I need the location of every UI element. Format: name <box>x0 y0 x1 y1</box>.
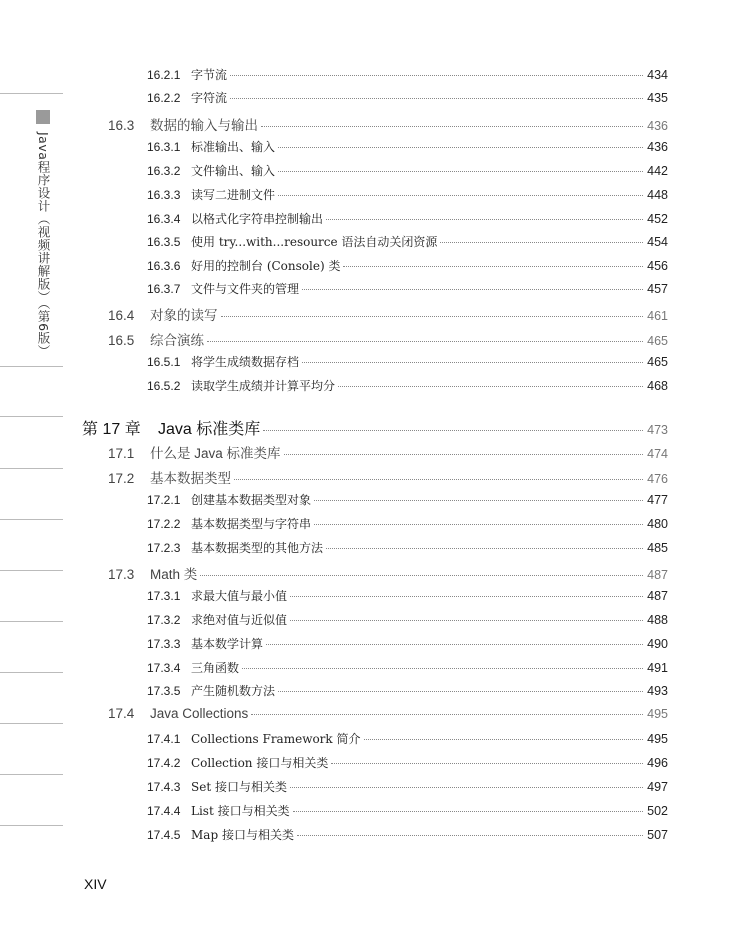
toc-entry-number: 16.3.5 <box>147 235 181 249</box>
toc-entry-title: 好用的控制台 (Console) 类 <box>191 259 341 273</box>
toc-entry-title: 基本数据类型与字符串 <box>191 517 312 531</box>
dot-leader <box>314 524 643 525</box>
toc-entry[interactable] <box>147 210 668 227</box>
toc-entry[interactable] <box>147 89 668 106</box>
margin-rule <box>0 366 63 367</box>
toc-entry-title: 标准输出、输入 <box>191 140 276 154</box>
toc-entry[interactable] <box>147 635 668 652</box>
toc-entry[interactable] <box>147 233 668 250</box>
toc-entry-page: 436 <box>647 119 668 133</box>
dot-leader <box>302 289 643 290</box>
toc-entry-title: Set 接口与相关类 <box>191 780 287 794</box>
toc-entry[interactable] <box>147 138 668 155</box>
toc-entry-number: 17.2 <box>108 471 135 486</box>
dot-leader <box>440 242 643 243</box>
toc-entry[interactable] <box>147 257 668 274</box>
dot-leader <box>278 171 643 172</box>
dot-leader <box>200 575 643 576</box>
toc-entry-title: 将学生成绩数据存档 <box>191 355 300 369</box>
toc-entry-page: 465 <box>647 355 668 369</box>
toc-entry-page: 452 <box>647 212 668 226</box>
toc-entry-number: 16.5 <box>108 333 135 348</box>
dot-leader <box>297 835 643 836</box>
book-title-vertical: Java程序设计（视频讲解版）（第6版） <box>36 132 51 358</box>
toc-entry-title: Map 接口与相关类 <box>191 828 294 842</box>
toc-entry-title: 求最大值与最小值 <box>191 589 288 603</box>
toc-entry-page: 468 <box>647 379 668 393</box>
toc-entry-page: 480 <box>647 517 668 531</box>
toc-entry-number: 17.2.3 <box>147 541 181 555</box>
toc-entry-page: 456 <box>647 259 668 273</box>
toc-entry-title: 字符流 <box>191 91 228 105</box>
toc-entry-number: 16.2.2 <box>147 91 181 105</box>
page-number: XIV <box>84 876 107 892</box>
toc-entry-page: 490 <box>647 637 668 651</box>
dot-leader <box>234 479 643 480</box>
toc-entry[interactable] <box>147 66 668 83</box>
chapter-tab-marker <box>36 110 50 124</box>
toc-entry-number: 16.3 <box>108 118 135 133</box>
toc-entry-page: 473 <box>647 423 668 437</box>
toc-entry-page: 465 <box>647 334 668 348</box>
toc-entry-title: 什么是 Java 标准类库 <box>150 446 281 461</box>
dot-leader <box>230 75 643 76</box>
toc-entry[interactable] <box>108 563 668 583</box>
dot-leader <box>314 500 643 501</box>
toc-entry-number: 16.4 <box>108 308 135 323</box>
toc-entry-page: 474 <box>647 447 668 461</box>
toc-entry-number: 16.3.3 <box>147 188 181 202</box>
toc-entry[interactable] <box>147 539 668 556</box>
margin-rule <box>0 723 63 724</box>
dot-leader <box>302 362 643 363</box>
dot-leader <box>207 341 643 342</box>
dot-leader <box>343 266 643 267</box>
toc-entry-title: Java 标准类库 <box>158 421 261 438</box>
toc-entry-title: Math 类 <box>150 567 198 582</box>
dot-leader <box>284 454 644 455</box>
toc-entry-title: 以格式化字符串控制输出 <box>191 212 324 226</box>
toc-entry-title: 基本数据类型 <box>150 471 231 486</box>
toc-entry-title: 文件与文件夹的管理 <box>191 282 300 296</box>
toc-entry-number: 16.2.1 <box>147 68 181 82</box>
toc-entry-page: 495 <box>647 707 668 721</box>
toc-entry-page: 477 <box>647 493 668 507</box>
toc-entry[interactable] <box>108 442 668 462</box>
toc-entry-number: 16.3.6 <box>147 259 181 273</box>
dot-leader <box>326 219 643 220</box>
dot-leader <box>364 739 644 740</box>
dot-leader <box>278 195 643 196</box>
toc-entry-page: 476 <box>647 472 668 486</box>
toc-entry-title: 数据的输入与输出 <box>150 118 258 133</box>
margin-rule <box>0 570 63 571</box>
toc-entry-number: 17.2.1 <box>147 493 181 507</box>
dot-leader <box>293 811 644 812</box>
toc-entry-title: 文件输出、输入 <box>191 164 276 178</box>
toc-entry-title: 基本数据类型的其他方法 <box>191 541 324 555</box>
toc-entry-page: 491 <box>647 661 668 675</box>
toc-entry-title: Collection 接口与相关类 <box>191 756 329 770</box>
toc-entry-title: 读取学生成绩并计算平均分 <box>191 379 336 393</box>
dot-leader <box>326 548 643 549</box>
dot-leader <box>242 668 643 669</box>
toc-entry-title: 使用 try...with...resource 语法自动关闭资源 <box>191 235 438 249</box>
toc-entry-title: Collections Framework 简介 <box>191 732 361 746</box>
dot-leader <box>290 596 643 597</box>
toc-entry-page: 454 <box>647 235 668 249</box>
toc-entry[interactable] <box>147 754 668 771</box>
toc-entry-number: 17.3.2 <box>147 613 181 627</box>
dot-leader <box>263 430 643 431</box>
toc-entry-title: 三角函数 <box>191 661 240 675</box>
toc-entry-number: 17.4.2 <box>147 756 181 770</box>
toc-entry-number: 17.3.1 <box>147 589 181 603</box>
toc-entry-page: 496 <box>647 756 668 770</box>
toc-entry-page: 502 <box>647 804 668 818</box>
toc-entry-page: 442 <box>647 164 668 178</box>
dot-leader <box>338 386 643 387</box>
toc-entry[interactable] <box>147 353 668 370</box>
toc-entry-number: 17.3 <box>108 567 135 582</box>
toc-entry-title: Java Collections <box>150 706 249 721</box>
toc-entry-number: 17.4 <box>108 706 135 721</box>
dot-leader <box>251 714 643 715</box>
toc-entry-title: 综合演练 <box>150 333 204 348</box>
toc-entry-page: 457 <box>647 282 668 296</box>
toc-entry-number: 17.3.3 <box>147 637 181 651</box>
margin-rule <box>0 825 63 826</box>
dot-leader <box>266 644 643 645</box>
toc-entry-title: 创建基本数据类型对象 <box>191 493 312 507</box>
toc-entry-number: 17.4.3 <box>147 780 181 794</box>
margin-rule <box>0 621 63 622</box>
toc-entry[interactable] <box>147 802 668 819</box>
margin-rule <box>0 774 63 775</box>
toc-entry[interactable] <box>147 682 668 699</box>
dot-leader <box>230 98 643 99</box>
toc-entry-number: 第 17 章 <box>82 421 141 438</box>
toc-entry-number: 17.4.4 <box>147 804 181 818</box>
toc-entry-title: List 接口与相关类 <box>191 804 290 818</box>
toc-entry-number: 16.3.1 <box>147 140 181 154</box>
margin-rule <box>0 468 63 469</box>
toc-entry[interactable] <box>147 491 668 508</box>
dot-leader <box>290 787 643 788</box>
toc-entry[interactable] <box>147 587 668 604</box>
toc-entry[interactable] <box>147 377 668 394</box>
margin-rule <box>0 416 63 417</box>
toc-entry-page: 488 <box>647 613 668 627</box>
toc-entry-page: 436 <box>647 140 668 154</box>
toc-entry-number: 17.4.1 <box>147 732 181 746</box>
toc-entry-number: 17.2.2 <box>147 517 181 531</box>
toc-entry-number: 17.3.5 <box>147 684 181 698</box>
toc-entry-title: 读写二进制文件 <box>191 188 276 202</box>
dot-leader <box>290 620 643 621</box>
toc-entry-number: 16.3.7 <box>147 282 181 296</box>
toc-entry-number: 17.1 <box>108 446 135 461</box>
toc-entry-title: 求绝对值与近似值 <box>191 613 288 627</box>
toc-entry-title: 字节流 <box>191 68 228 82</box>
toc-entry-number: 16.3.2 <box>147 164 181 178</box>
toc-entry-page: 461 <box>647 309 668 323</box>
toc-entry-number: 16.5.2 <box>147 379 181 393</box>
dot-leader <box>221 316 644 317</box>
toc-entry[interactable] <box>147 730 668 747</box>
toc-entry-page: 435 <box>647 91 668 105</box>
toc-entry-page: 434 <box>647 68 668 82</box>
toc-entry-page: 493 <box>647 684 668 698</box>
dot-leader <box>261 126 643 127</box>
toc-entry[interactable] <box>108 114 668 134</box>
toc-entry[interactable] <box>82 416 668 439</box>
toc-entry[interactable] <box>147 162 668 179</box>
toc-entry-number: 17.3.4 <box>147 661 181 675</box>
dot-leader <box>331 763 643 764</box>
toc-entry[interactable] <box>147 611 668 628</box>
toc-entry-number: 16.5.1 <box>147 355 181 369</box>
toc-entry[interactable] <box>147 826 668 843</box>
toc-entry-page: 487 <box>647 589 668 603</box>
toc-entry[interactable] <box>147 186 668 203</box>
toc-entry-page: 448 <box>647 188 668 202</box>
toc-entry-title: 对象的读写 <box>150 308 218 323</box>
margin-rule <box>0 519 63 520</box>
toc-entry[interactable] <box>108 329 668 349</box>
toc-entry[interactable] <box>147 515 668 532</box>
dot-leader <box>278 691 643 692</box>
toc-entry-page: 507 <box>647 828 668 842</box>
toc-entry-title: 基本数学计算 <box>191 637 264 651</box>
toc-entry-page: 487 <box>647 568 668 582</box>
toc-entry-page: 497 <box>647 780 668 794</box>
toc-entry[interactable] <box>147 778 668 795</box>
toc-entry-page: 485 <box>647 541 668 555</box>
toc-entry[interactable] <box>147 659 668 676</box>
margin-rule <box>0 93 63 94</box>
dot-leader <box>278 147 643 148</box>
toc-entry[interactable] <box>108 706 668 721</box>
toc-entry-page: 495 <box>647 732 668 746</box>
toc-entry-title: 产生随机数方法 <box>191 684 276 698</box>
toc-entry[interactable] <box>108 304 668 324</box>
toc-entry[interactable] <box>147 280 668 297</box>
toc-entry-number: 16.3.4 <box>147 212 181 226</box>
toc-entry-number: 17.4.5 <box>147 828 181 842</box>
toc-entry[interactable] <box>108 467 668 487</box>
margin-rule <box>0 672 63 673</box>
